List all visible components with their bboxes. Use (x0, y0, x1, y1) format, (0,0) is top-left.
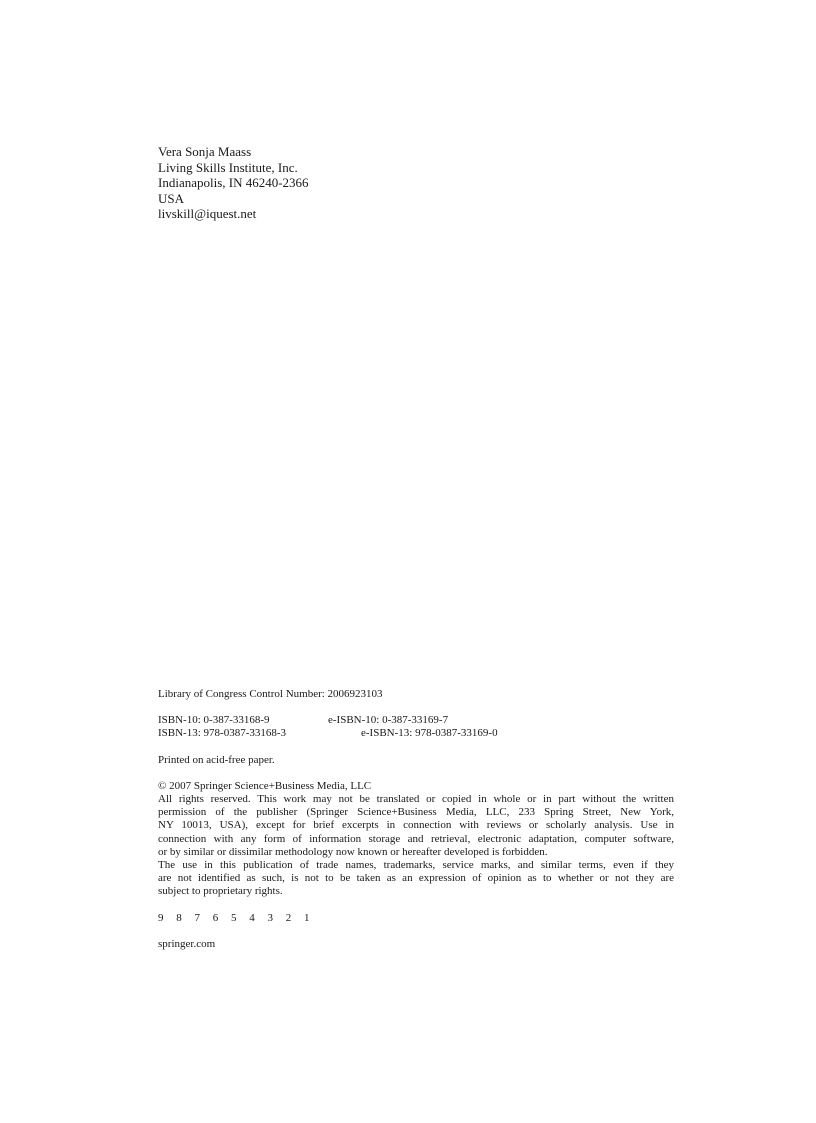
trademark-line: are not identified as such, is not to be taken as an expression of opinion as to whether or not they are (158, 872, 674, 885)
isbn13: ISBN-13: 978-0387-33168-3 (158, 727, 287, 740)
eisbn10: e-ISBN-10: 0-387-33169-7 (328, 714, 449, 727)
isbn13-row (158, 727, 674, 740)
loc-control-number: Library of Congress Control Number: 2006923103 (158, 688, 383, 700)
rights-line: All rights reserved. This work may not be translated or copied in whole or in part without the written (158, 792, 674, 805)
rights-line: permission of the publisher (Springer Science+Business Media, LLC, 233 Spring Street, New York, (158, 806, 674, 819)
author-name: Vera Sonja Maass (158, 144, 252, 159)
trademark-line: The use in this publication of trade names, trademarks, service marks, and similar terms, even if they (158, 859, 674, 871)
isbn10: ISBN-10: 0-387-33168-9 (158, 714, 270, 727)
isbn10-row (158, 714, 674, 727)
publisher-website: springer.com (158, 937, 216, 950)
author-city: Indianapolis, IN 46240-2366 (158, 175, 309, 190)
rights-line: connection with any form of information storage and retrieval, electronic adaptation, computer software, (158, 832, 674, 845)
author-institution: Living Skills Institute, Inc. (158, 159, 298, 175)
author-country: USA (158, 190, 185, 206)
rights-line: NY 10013, USA), except for brief excerpts in connection with reviews or scholarly analysis. Use in (158, 819, 674, 832)
trademark-line: subject to proprietary rights. (158, 885, 283, 898)
rights-line: or by similar or dissimilar methodology now known or hereafter developed is forbidden. (158, 845, 548, 858)
eisbn13: e-ISBN-13: 978-0387-33169-0 (361, 727, 498, 740)
imprint-block (158, 688, 674, 951)
copyright-line: © 2007 Springer Science+Business Media, LLC (158, 779, 372, 792)
author-email: livskill@iquest.net (158, 206, 257, 221)
author-address-block (158, 144, 309, 222)
printing-line: 9 8 7 6 5 4 3 2 1 (158, 911, 315, 924)
paper-note: Printed on acid-free paper. (158, 753, 275, 766)
